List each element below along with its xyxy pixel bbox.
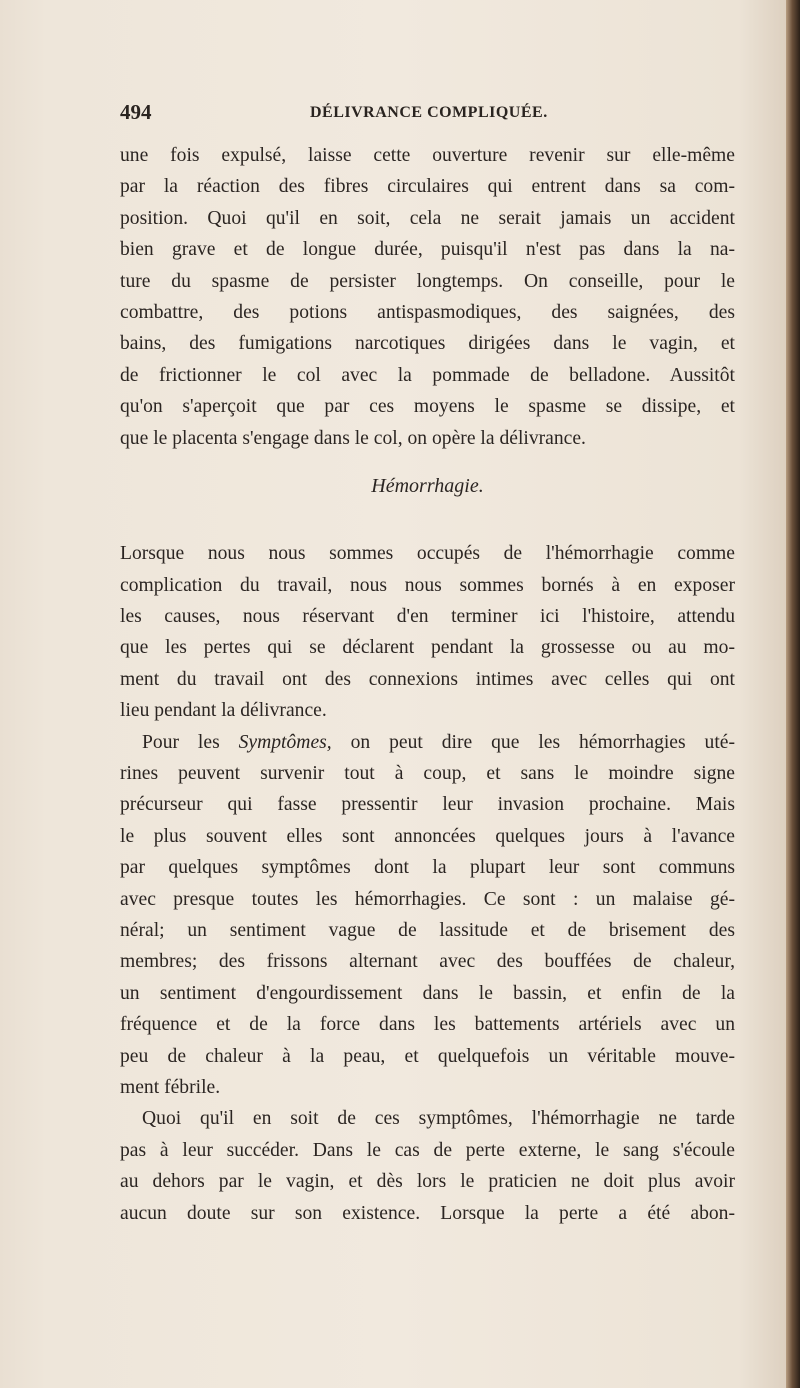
text-line: ment du travail ont des connexions intimes avec celles qui ont: [120, 668, 735, 690]
page-number: 494: [120, 100, 152, 124]
paragraph-1: [120, 140, 735, 454]
text-line: position. Quoi qu'il en soit, cela ne serait jamais un accident: [120, 207, 735, 229]
page-header: [120, 100, 740, 130]
text-line: ment fébrile.: [120, 1076, 221, 1098]
text-line: les causes, nous réservant d'en terminer ici l'histoire, attendu: [120, 606, 735, 628]
text-line: ture du spasme de persister longtemps. On conseille, pour le: [120, 270, 735, 292]
text-line: par la réaction des fibres circulaires qui entrent dans sa com-: [120, 176, 735, 198]
section-heading: Hémorrhagie.: [371, 474, 484, 497]
text-line: complication du travail, nous nous sommes bornés à en exposer: [120, 574, 735, 596]
text-line: le plus souvent elles sont annoncées quelques jours à l'avance: [120, 825, 735, 847]
body-text: [120, 140, 735, 1229]
text-fragment: Pour les: [142, 731, 239, 753]
text-line: au dehors par le vagin, et dès lors le praticien ne doit plus avoir: [120, 1171, 735, 1193]
text-line: néral; un sentiment vague de lassitude et de brisement des: [120, 919, 735, 941]
text-line: Lorsque nous nous sommes occupés de l'hémorrhagie comme: [120, 543, 735, 565]
text-line: membres; des frissons alternant avec des bouffées de chaleur,: [120, 951, 735, 973]
text-line: par quelques symptômes dont la plupart leur sont communs: [120, 857, 735, 879]
text-line: bains, des fumigations narcotiques dirigées dans le vagin, et: [120, 333, 735, 355]
text-line: Quoi qu'il en soit de ces symptômes, l'hémorrhagie ne tarde: [142, 1108, 735, 1130]
text-line: fréquence et de la force dans les battements artériels avec un: [120, 1014, 735, 1036]
text-line: rines peuvent survenir tout à coup, et sans le moindre signe: [120, 763, 735, 785]
text-line: aucun doute sur son existence. Lorsque la perte a été abon-: [120, 1202, 735, 1224]
text-line: que le placenta s'engage dans le col, on opère la délivrance.: [120, 427, 586, 449]
text-line: avec presque toutes les hémorrhagies. Ce sont : un malaise gé-: [120, 888, 735, 910]
italic-term: Symptômes,: [238, 731, 332, 753]
paragraph-4: [120, 1103, 735, 1229]
text-line: pas à leur succéder. Dans le cas de perte externe, le sang s'écoule: [120, 1139, 735, 1161]
paragraph-2: [120, 538, 735, 726]
text-line: de frictionner le col avec la pommade de belladone. Aussitôt: [120, 364, 735, 386]
paragraph-3: [120, 727, 735, 1104]
text-line: précurseur qui fasse pressentir leur invasion prochaine. Mais: [120, 794, 735, 816]
text-line: lieu pendant la délivrance.: [120, 700, 327, 722]
text-line: bien grave et de longue durée, puisqu'il n'est pas dans la na-: [120, 239, 735, 261]
text-line: combattre, des potions antispasmodiques, des saignées, des: [120, 301, 735, 323]
text-line: une fois expulsé, laisse cette ouverture revenir sur elle-même: [120, 145, 735, 166]
text-line: peu de chaleur à la peau, et quelquefois un véritable mouve-: [120, 1045, 735, 1067]
running-title: DÉLIVRANCE COMPLIQUÉE.: [310, 104, 548, 121]
text-line: que les pertes qui se déclarent pendant la grossesse ou au mo-: [120, 637, 735, 659]
text-line: [120, 727, 735, 758]
book-spine-edge: [786, 0, 800, 1388]
text-line: un sentiment d'engourdissement dans le bassin, et enfin de la: [120, 982, 735, 1004]
text-line: qu'on s'aperçoit que par ces moyens le spasme se dissipe, et: [120, 396, 735, 418]
text-fragment: on peut dire que les hémorrhagies uté-: [331, 731, 736, 753]
